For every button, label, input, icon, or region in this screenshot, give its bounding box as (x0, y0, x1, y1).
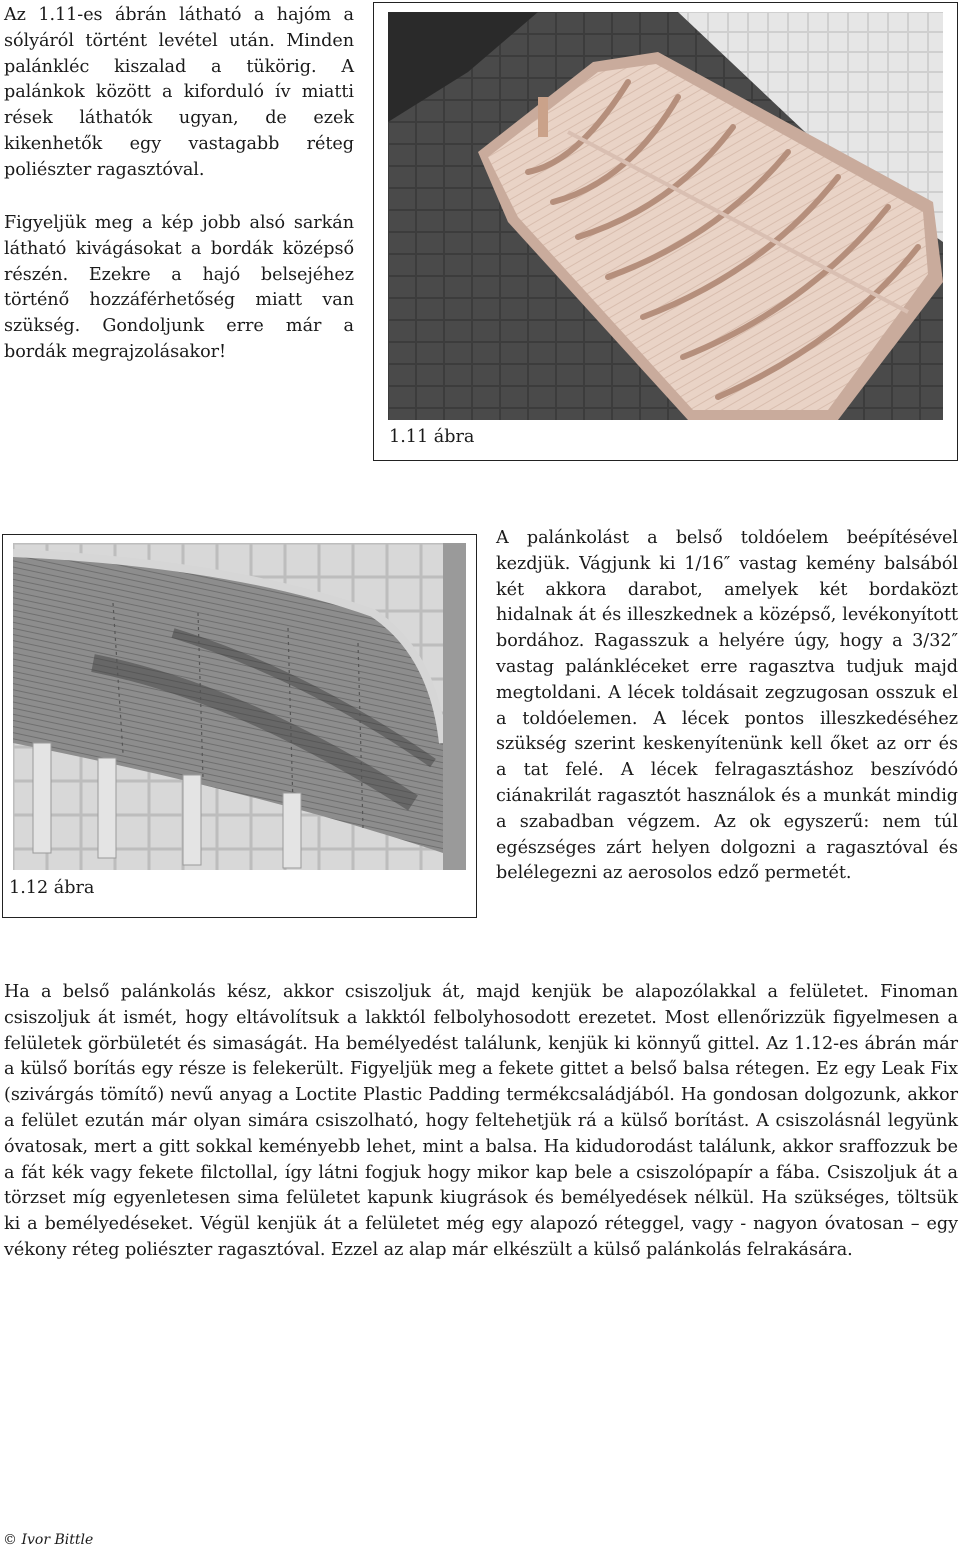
hull-interior-photo (388, 12, 943, 420)
hull-planking-photo (13, 543, 466, 870)
figure-1-12-caption: 1.12 ábra (9, 878, 95, 898)
figure-1-12 (2, 534, 477, 918)
sanding-paragraph: Ha a belső palánkolás kész, akkor csiszoljuk át, majd kenjük be alapozólakkal a felületet. Finoman csiszoljuk át ismét, hogy eltávolítsuk a lakktól felbolyhosodott erezetet. Most ellenőrizzük figyelmesen a felületek görbületét és simaságát. Ha bemélyedést találunk, kenjük ki könnyű gittel. Az 1.12-es ábrán már a külső borítás egy része is felekerült. Figyeljük meg a fekete gittet a belső balsa rétegen. Ez egy Leak Fix (szivárgás tömítő) nevű anyag a Loctite Plastic Padding termékcsaládjából. Ha gondosan dolgozunk, akkor a felület ezután már olyan simára csiszolható, hogy feltehetjük rá a külső borítást. A csiszolásnál legyünk óvatosak, mert a gitt sokkal keményebb lehet, mint a balsa. Ha kidudorodást találunk, akkor sraffozzuk be a fát kék vagy fekete filctollal, így látni fogjuk hogy mikor kap bele a csiszolópapír a fába. Csiszoljuk át a törzset míg egyenletesen sima felületet kapunk kiugrások és bemélyedések nélkül. Ha szükséges, töltsük ki a bemélyedéseket. Végül kenjük át a felületet még egy alapozó réteggel, vagy - nagyon óvatosan – egy vékony réteg poliészter ragasztóval. Ezzel az alap már elkészült a külső palánkolás felrakására. (4, 982, 958, 1260)
figure-1-11 (373, 2, 958, 461)
intro-paragraph: Az 1.11-es ábrán látható a hajóm a sólyáról történt levétel után. Minden palánkléc kiszalad a tükörig. A palánkok között a kiforduló ív miatti rések láthatók ugyan, de ezek kikenhetők egy vastagabb réteg poliészter ragasztóval. (4, 5, 354, 180)
planking-paragraph: A palánkolást a belső toldóelem beépítésével kezdjük. Vágjunk ki 1/16″ vastag kemény balsából két akkora darabot, amelyek két bordaközt hidalnak át és illeszkednek a középső, levékonyított bordához. Ragasszuk a helyére úgy, hogy a 3/32″ vastag palánkléceket erre ragasztva tudjuk majd megtoldani. A lécek toldásait zegzugosan osszuk el a toldóelemen. A lécek pontos illeszkedéséhez szükség szerint keskenyítenünk kell őket az orr és a tat felé. A lécek felragasztáshoz beszívódó ciánakrilát ragasztót használok és a munkát mindig a szabadban végzem. Az ok egyszerű: nem túl egészséges zárt helyen dolgozni a ragasztóval és belélegezni az aerosolos edző permetét. (496, 528, 958, 884)
figure-1-11-caption: 1.11 ábra (389, 427, 475, 447)
copyright-footer: © Ivor Bittle (3, 1532, 94, 1548)
cutouts-paragraph: Figyeljük meg a kép jobb alsó sarkán látható kivágásokat a bordák középső részén. Ezekre a hajó belsejéhez történő hozzáférhetőség miatt van szükség. Gondoljunk erre már a bordák megrajzolásakor! (4, 213, 354, 362)
